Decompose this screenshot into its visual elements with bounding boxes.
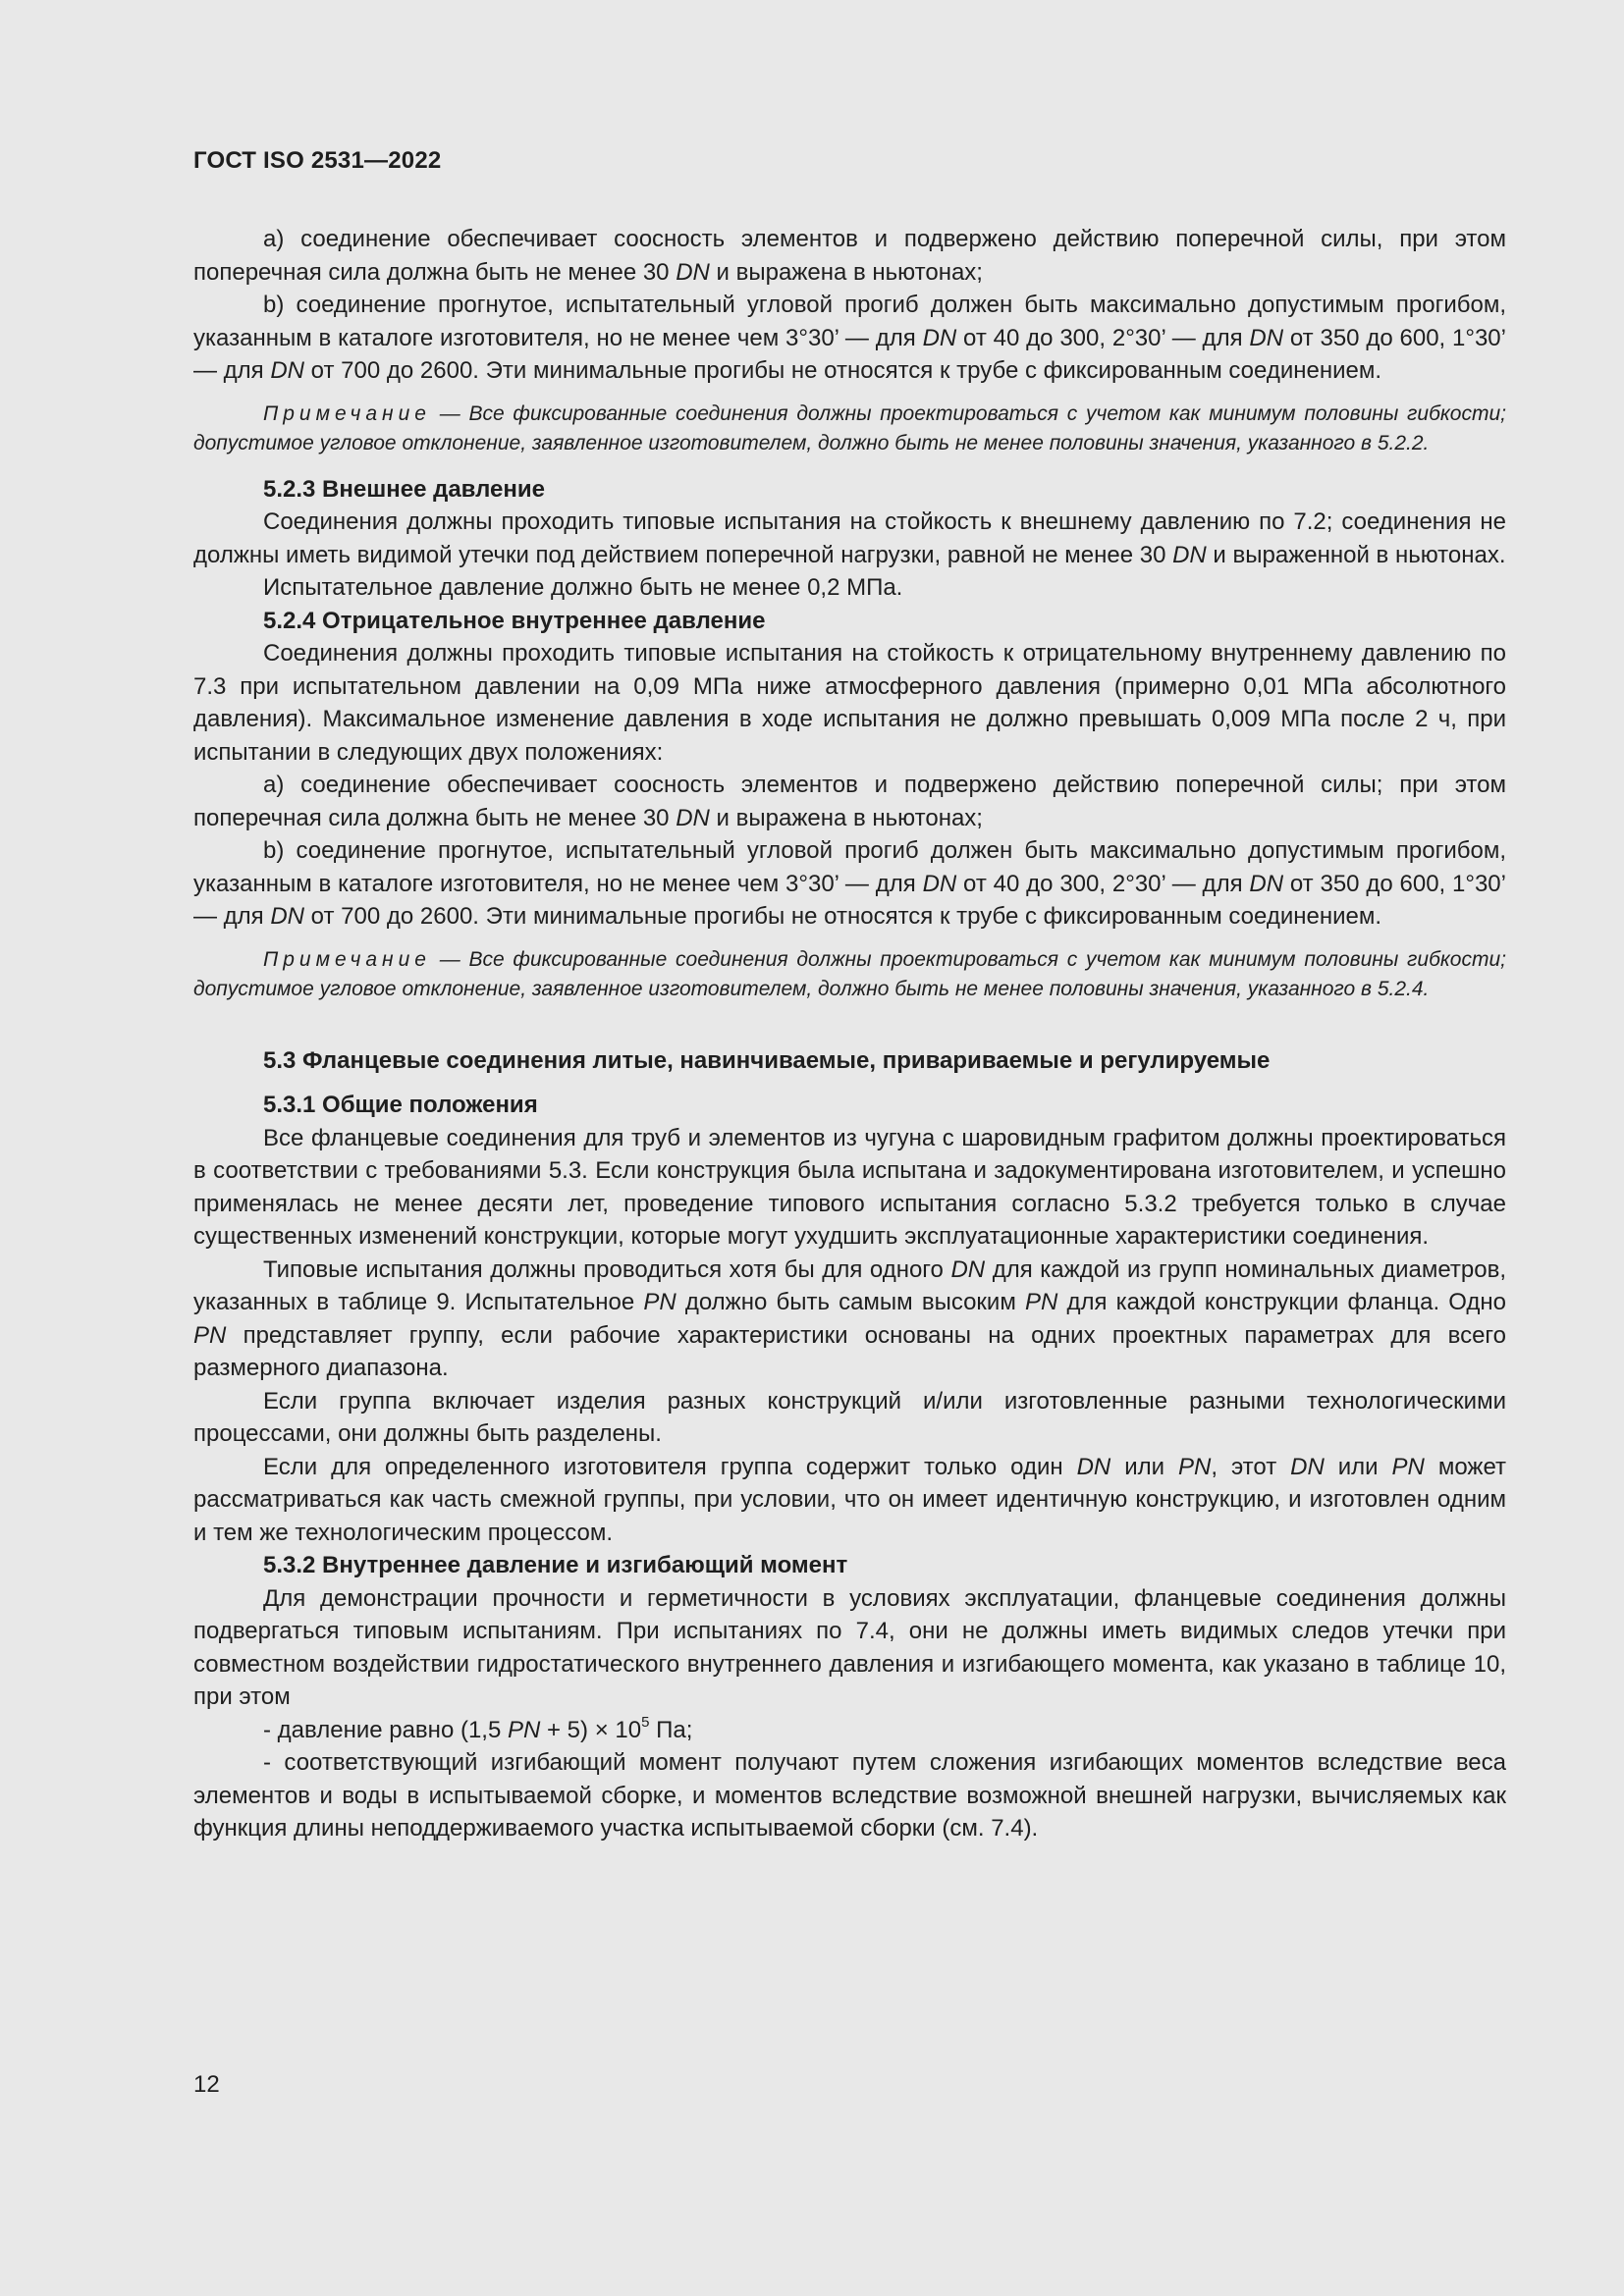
body-paragraph: - давление равно (1,5 PN + $5) \times 10^5$ Па; — [263, 1713, 693, 1743]
page-number: 12 — [193, 2071, 220, 2098]
section-heading: 5.3.2 Внутреннее давление и изгибающий момент — [263, 1552, 848, 1578]
section-heading: 5.2.3 Внешнее давление — [263, 475, 545, 503]
body-paragraph: Типовые испытания должны проводиться хотя бы для одного DN для каждой из групп номинальных диаметров, указанных в таблице 9. Испытательное PN должно быть самым высоким PN для каждой конструкции фланца. Одно PN представляет группу, если рабочие характеристики основаны на одних проектных параметрах для всего размерного диапазона. — [193, 1255, 1506, 1381]
body-paragraph: Соединения должны проходить типовые испытания на стойкость к отрицательному внутреннему давлению по 7.3 при испытательном давлении на 0,09 МПа ниже атмосферного давления (примерно 0,01 МПа абсолютного давления). Максимальное изменение давления в ходе испытания не должно превышать 0,009 МПа после 2 ч, при испытании в следующих двух положениях: — [193, 640, 1506, 766]
section-heading: 5.3.1 Общие положения — [263, 1092, 538, 1118]
body-paragraph: Все фланцевые соединения для труб и элементов из чугуна с шаровидным графитом должны проектироваться в соответствии с требованиями 5.3. Если конструкция была испытана и задокументирована изготовителем, и успешно применялась не менее десяти лет, проведение типового испытания согласно 5.3.2 требуется только в случае существенных изменений конструкции, которые могут ухудшить эксплуатационные характеристики соединения. — [193, 1124, 1506, 1250]
section-heading: 5.3 Фланцевые соединения литые, навинчиваемые, привариваемые и регулируемые — [263, 1046, 1271, 1074]
body-paragraph: b) соединение прогнутое, испытательный угловой прогиб должен быть максимально допустимым прогибом, указанным в каталоге изготовителя, но не менее чем 3°30’ — для DN от 40 до 300, 2°30’ — для DN от 350 до 600, 1°30’ — для DN от 700 до 2600. Эти минимальные прогибы не относятся к трубе с фиксированным соединением. — [193, 837, 1506, 930]
body-paragraph: Испытательное давление должно быть не менее 0,2 МПа. — [263, 574, 903, 601]
note-paragraph: Примечание — Все фиксированные соединения должны проектироваться с учетом как минимум половины гибкости; допустимое угловое отклонение, заявленное изготовителем, должно быть не менее половины значения, указанного в 5.2.4. — [193, 947, 1506, 1000]
body-paragraph: Соединения должны проходить типовые испытания на стойкость к внешнему давлению по 7.2; соединения не должны иметь видимой утечки под действием поперечной нагрузки, равной не менее 30 DN и выраженной в ньютонах. — [193, 508, 1506, 568]
body-paragraph: - соответствующий изгибающий момент получают путем сложения изгибающих моментов вследствие веса элементов и воды в испытываемой сборке, и моментов вследствие возможной внешней нагрузки, вычисляемых как функция длины неподдерживаемого участка испытываемой сборки (см. 7.4). — [193, 1749, 1506, 1842]
note-paragraph: Примечание — Все фиксированные соединения должны проектироваться с учетом как минимум половины гибкости; допустимое угловое отклонение, заявленное изготовителем, должно быть не менее половины значения, указанного в 5.2.2. — [193, 401, 1506, 454]
body-paragraph: a) соединение обеспечивает соосность элементов и подвержено действию поперечной силы, при этом поперечная сила должна быть не менее 30 DN и выражена в ньютонах; — [193, 226, 1506, 286]
body-paragraph: Если группа включает изделия разных конструкций и/или изготовленные разными технологическими процессами, они должны быть разделены. — [193, 1387, 1506, 1447]
body-paragraph: a) соединение обеспечивает соосность элементов и подвержено действию поперечной силы; при этом поперечная сила должна быть не менее 30 DN и выражена в ньютонах; — [193, 772, 1506, 831]
body-paragraph: b) соединение прогнутое, испытательный угловой прогиб должен быть максимально допустимым прогибом, указанным в каталоге изготовителя, но не менее чем 3°30’ — для DN от 40 до 300, 2°30’ — для DN от 350 до 600, 1°30’ — для DN от 700 до 2600. Эти минимальные прогибы не относятся к трубе с фиксированным соединением. — [193, 292, 1506, 384]
section-heading: 5.2.4 Отрицательное внутреннее давление — [263, 607, 766, 634]
document-body — [193, 223, 1506, 1845]
body-paragraph: Если для определенного изготовителя группа содержит только один DN или PN, этот DN или PN может рассматриваться как часть смежной группы, при условии, что он имеет идентичную конструкцию, и изготовлен одним и тем же технологическим процессом. — [193, 1453, 1507, 1546]
document-header: ГОСТ ISO 2531—2022 — [193, 147, 442, 174]
body-paragraph: Для демонстрации прочности и герметичности в условиях эксплуатации, фланцевые соединения должны подвергаться типовым испытаниям. При испытаниях по 7.4, они не должны иметь видимых следов утечки при совместном воздействии гидростатического внутреннего давления и изгибающего момента, как указано в таблице 10, при этом — [193, 1584, 1506, 1710]
